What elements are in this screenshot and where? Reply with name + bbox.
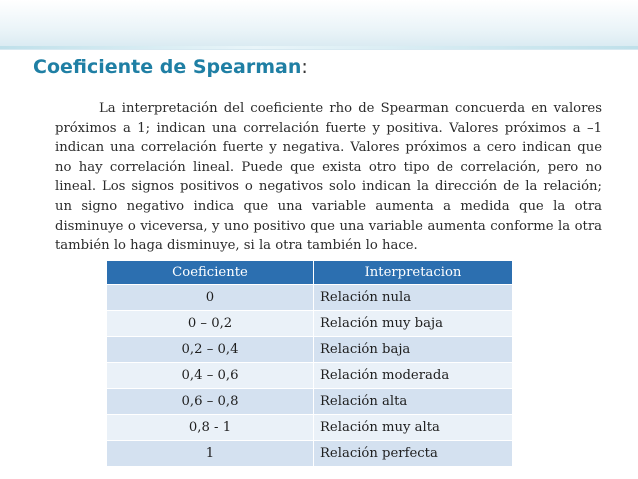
cell-coeficiente: 0 – 0,2	[107, 311, 314, 337]
header-divider	[0, 46, 638, 49]
table-row	[107, 389, 513, 415]
slide-title-text: Coeficiente de Spearman	[33, 56, 302, 78]
table-row	[107, 363, 513, 389]
table-row	[107, 441, 513, 467]
cell-coeficiente: 0,8 - 1	[107, 415, 314, 441]
header-band	[0, 0, 638, 50]
cell-interpretacion: Relación muy baja	[314, 311, 513, 337]
cell-interpretacion: Relación muy alta	[314, 415, 513, 441]
table-row	[107, 285, 513, 311]
cell-coeficiente: 0,2 – 0,4	[107, 337, 314, 363]
cell-interpretacion: Relación nula	[314, 285, 513, 311]
cell-coeficiente: 1	[107, 441, 314, 467]
body-paragraph: La interpretación del coeficiente rho de Spearman concuerda en valores próximos a 1; indican una correlación fuerte y positiva. Valores próximos a –1 indican una correlación fuerte y negativa. Valores próximos a cero indican que no hay correlación lineal. Puede que exista otro tipo de correlación, pero no lineal. Los signos positivos o negativos solo indican la dirección de la relación; un signo negativo indica que una variable aumenta a medida que la otra disminuye o viceversa, y uno positivo que una variable aumenta conforme la otra también lo haga disminuye, si la otra también lo hace.	[55, 101, 602, 254]
cell-coeficiente: 0	[107, 285, 314, 311]
cell-interpretacion: Relación baja	[314, 337, 513, 363]
cell-interpretacion: Relación perfecta	[314, 441, 513, 467]
cell-coeficiente: 0,6 – 0,8	[107, 389, 314, 415]
header-interpretacion: Interpretacion	[314, 261, 513, 285]
table-row	[107, 337, 513, 363]
table-row	[107, 415, 513, 441]
cell-coeficiente: 0,4 – 0,6	[107, 363, 314, 389]
slide-title	[33, 56, 308, 78]
table-header-row	[107, 261, 513, 285]
header-coeficiente: Coeficiente	[107, 261, 314, 285]
cell-interpretacion: Relación alta	[314, 389, 513, 415]
cell-interpretacion: Relación moderada	[314, 363, 513, 389]
interpretation-table	[106, 260, 513, 467]
table-row	[107, 311, 513, 337]
slide-title-colon: :	[301, 56, 308, 78]
